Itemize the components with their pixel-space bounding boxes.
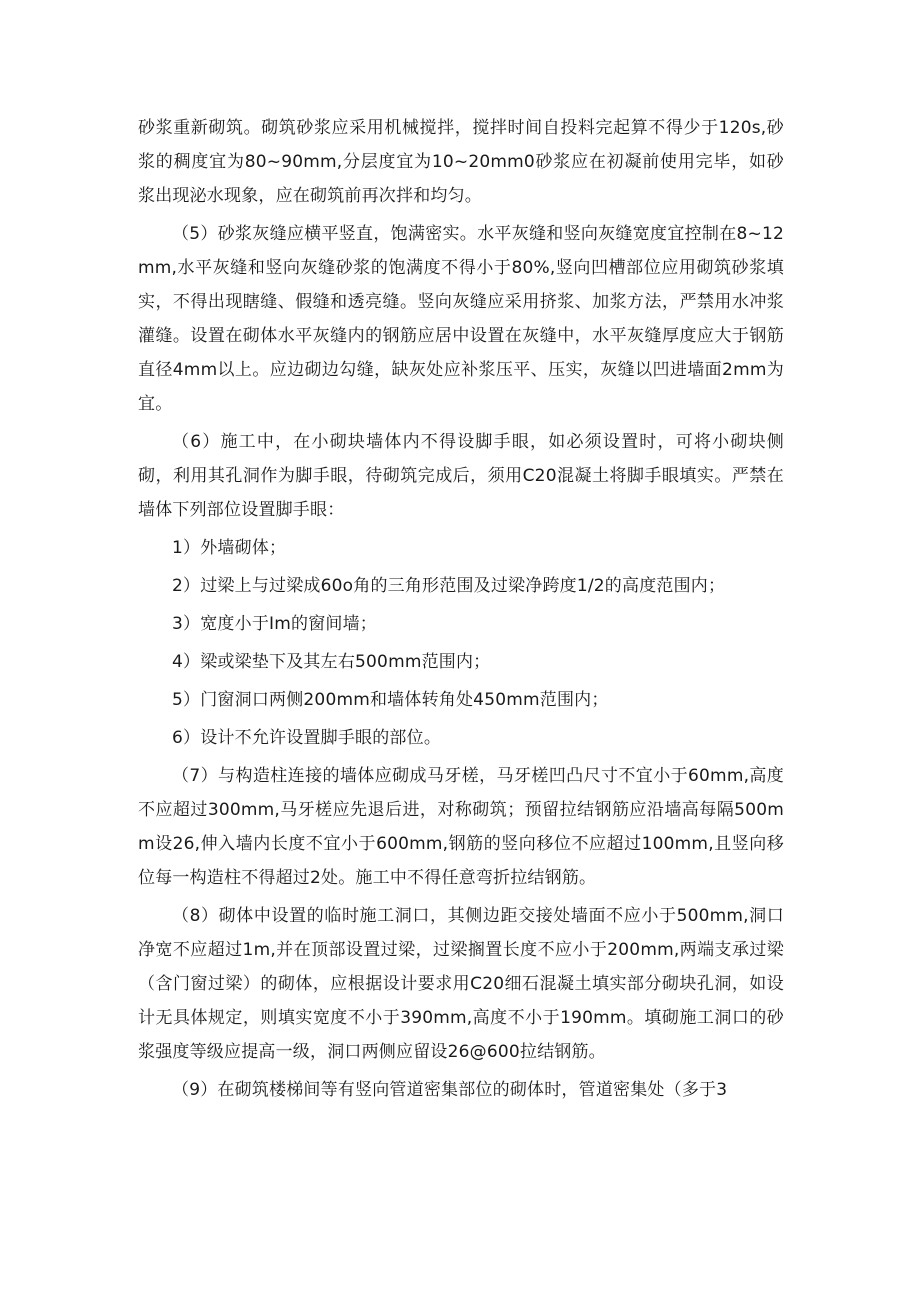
paragraph-8: （8）砌体中设置的临时施工洞口，其侧边距交接处墙面不应小于500mm,洞口净宽不应超过1m,并在顶部设置过梁，过梁搁置长度不应小于200mm,两端支承过梁（含门窗过梁）的砌体，应根据设计要求用C20细石混凝土填实部分砌块孔洞，如设计无具体规定，则填实宽度不小于390mm,高度不小于190mm。填砌施工洞口的砂浆强度等级应提高一级，洞口两侧应留设26@600拉结钢筋。 <box>138 906 784 1062</box>
list-item-4: 4）梁或梁垫下及其左右500mm范围内； <box>172 652 491 672</box>
list-item-2: 2）过梁上与过梁成60o角的三角形范围及过梁净跨度1/2的高度范围内； <box>172 576 726 596</box>
list-item-1: 1）外墙砌体； <box>172 538 287 558</box>
list-item-3: 3）宽度小于Im的窗间墙； <box>172 614 377 634</box>
paragraph-7: （7）与构造柱连接的墙体应砌成马牙槎，马牙槎凹凸尺寸不宜小于60mm,高度不应超过300mm,马牙槎应先退后进，对称砌筑；预留拉结钢筋应沿墙高每隔500mm设26,伸入墙内长度不宜小于600mm,钢筋的竖向移位不应超过100mm,且竖向移位每一构造柱不得超过2处。施工中不得任意弯折拉结钢筋。 <box>138 766 784 888</box>
paragraph-5: （5）砂浆灰缝应横平竖直，饱满密实。水平灰缝和竖向灰缝宽度宜控制在8~12mm,水平灰缝和竖向灰缝砂浆的饱满度不得小于80%,竖向凹槽部位应用砌筑砂浆填实，不得出现瞎缝、假缝和透亮缝。竖向灰缝应采用挤浆、加浆方法，严禁用水冲浆灌缝。设置在砌体水平灰缝内的钢筋应居中设置在灰缝中，水平灰缝厚度应大于钢筋直径4mm以上。应边砌边勾缝，缺灰处应补浆压平、压实，灰缝以凹进墙面2mm为宜。 <box>138 224 784 414</box>
paragraph-6: （6）施工中，在小砌块墙体内不得设脚手眼，如必须设置时，可将小砌块侧砌，利用其孔洞作为脚手眼，待砌筑完成后，须用C20混凝土将脚手眼填实。严禁在墙体下列部位设置脚手眼： <box>138 432 784 520</box>
document-page <box>138 111 784 1111</box>
paragraph-continued: 砂浆重新砌筑。砌筑砂浆应采用机械搅拌，搅拌时间自投料完起算不得少于120s,砂浆的稠度宜为80~90mm,分层度宜为10~20mm0砂浆应在初凝前使用完毕，如砂浆出现泌水现象，应在砌筑前再次拌和均匀。 <box>138 118 784 206</box>
list-item-5: 5）门窗洞口两侧200mm和墙体转角处450mm范围内； <box>172 690 609 710</box>
list-item-6: 6）设计不允许设置脚手眼的部位。 <box>172 728 442 748</box>
paragraph-9: （9）在砌筑楼梯间等有竖向管道密集部位的砌体时，管道密集处（多于3 <box>172 1080 728 1100</box>
